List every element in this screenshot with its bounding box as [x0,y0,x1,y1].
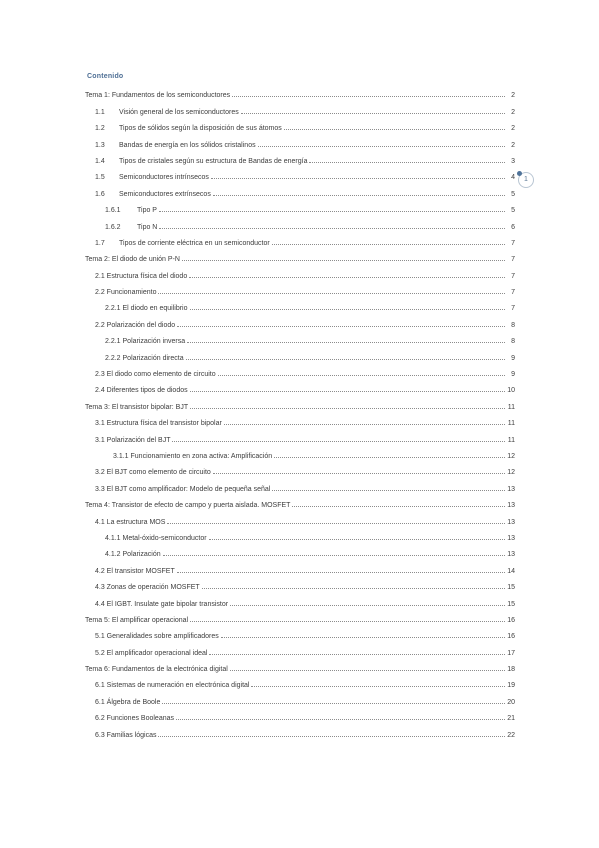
toc-entry-page: 4 [511,174,515,182]
toc-entry-label: 2.2.1 Polarización inversa [105,338,186,346]
toc-entry-label: 2.2 Funcionamiento [95,289,157,297]
toc-entry-page: 12 [507,469,515,477]
toc-entry[interactable] [85,280,515,296]
toc-entry-page: 15 [507,584,515,592]
toc-leader-dots [224,424,505,425]
toc-entry-label: 2.2.1 El diodo en equilibrio [105,305,188,313]
toc-entry-page: 22 [507,731,515,739]
toc-entry-page: 2 [511,141,515,149]
toc-entry-number: 1.6.1 [105,207,121,215]
toc-entry-label: 2.4 Diferentes tipos de diodos [95,387,188,395]
toc-entry[interactable] [85,689,515,705]
toc-entry-label: 4.2 El transistor MOSFET [95,567,175,575]
toc-entry-label: Tipos de cristales según su estructura de Bandas de energía [119,157,308,165]
toc-entry[interactable] [85,378,515,394]
toc-entry-label: Tipo P [137,207,157,215]
toc-leader-dots [272,490,505,491]
toc-entry[interactable] [85,509,515,525]
toc-entry-number: 1.6.2 [105,223,121,231]
toc-entry-page: 13 [507,485,515,493]
toc-leader-dots [187,342,505,343]
toc-leader-dots [159,211,505,212]
toc-entry-page: 2 [511,108,515,116]
toc-entry[interactable] [85,591,515,607]
toc-entry[interactable] [85,722,515,738]
toc-leader-dots [258,146,505,147]
toc-entry-number: 1.1 [95,108,105,116]
toc-leader-dots [230,670,505,671]
toc-entry-label: 2.1 Estructura física del diodo [95,272,188,280]
toc-entry[interactable] [85,263,515,279]
toc-entry-page: 8 [511,338,515,346]
toc-entry-page: 13 [507,551,515,559]
toc-entry[interactable] [85,149,515,165]
toc-entry-label: 3.1.1 Funcionamiento en zona activa: Amplificación [113,452,273,460]
toc-leader-dots [159,228,505,229]
page-number-badge: 1 [518,172,534,188]
toc-entry-page: 3 [511,157,515,165]
toc-leader-dots [177,326,505,327]
toc-entry-page: 21 [507,715,515,723]
toc-entry-page: 9 [511,371,515,379]
toc-entry[interactable] [85,624,515,640]
toc-entry-page: 11 [507,420,515,428]
toc-leader-dots [177,572,505,573]
toc-entry[interactable] [85,296,515,312]
toc-entry-label: 5.2 El amplificador operacional ideal [95,649,208,657]
toc-entry-page: 19 [507,682,515,690]
toc-entry[interactable] [85,575,515,591]
toc-entry[interactable] [85,427,515,443]
toc-entry[interactable] [85,181,515,197]
toc-entry[interactable] [85,673,515,689]
toc-entry[interactable] [85,132,515,148]
toc-leader-dots [218,375,505,376]
toc-entry-label: 6.2 Funciones Booleanas [95,715,174,723]
toc-entry-page: 14 [507,567,515,575]
toc-entry-page: 6 [511,223,515,231]
toc-entry[interactable] [85,83,515,99]
table-of-contents [85,83,515,739]
toc-entry[interactable] [85,706,515,722]
toc-entry-label: Tema 1: Fundamentos de los semiconductores [85,92,231,100]
toc-entry[interactable] [85,165,515,181]
toc-entry-page: 15 [507,600,515,608]
toc-entry[interactable] [85,362,515,378]
toc-entry-label: Tipo N [137,223,158,231]
toc-entry-label: Tema 4: Transistor de efecto de campo y puerta aislada. MOSFET [85,502,291,510]
toc-leader-dots [163,555,505,556]
toc-entry[interactable] [85,312,515,328]
toc-entry-label: 6.1 Sistemas de numeración en electrónica digital [95,682,250,690]
toc-entry-label: 4.3 Zonas de operación MOSFET [95,584,200,592]
toc-entry-label: 6.3 Familias lógicas [95,731,157,739]
toc-entry[interactable] [85,345,515,361]
toc-entry-label: 5.1 Generalidades sobre amplificadores [95,633,219,641]
toc-entry-label: Tema 2: El diodo de unión P-N [85,256,180,264]
toc-entry-page: 16 [507,616,515,624]
toc-entry[interactable] [85,493,515,509]
toc-entry-label: 3.2 El BJT como elemento de circuito [95,469,211,477]
toc-leader-dots [251,686,505,687]
toc-leader-dots [176,719,505,720]
toc-leader-dots [182,260,505,261]
toc-entry-label: 3.3 El BJT como amplificador: Modelo de pequeña señal [95,485,271,493]
toc-entry-page: 7 [511,256,515,264]
toc-leader-dots [213,195,505,196]
toc-leader-dots [213,473,505,474]
toc-entry-label: Tema 6: Fundamentos de la electrónica digital [85,666,228,674]
toc-entry-page: 7 [511,289,515,297]
toc-leader-dots [190,391,505,392]
toc-entry-label: Visión general de los semiconductores [119,108,239,116]
toc-leader-dots [292,506,505,507]
toc-entry-page: 7 [511,239,515,247]
toc-leader-dots [158,293,505,294]
toc-entry-page: 17 [507,649,515,657]
toc-entry[interactable] [85,444,515,460]
toc-entry-page: 7 [511,272,515,280]
toc-entry-label: 2.2.2 Polarización directa [105,354,184,362]
toc-entry-label: 4.1 La estructura MOS [95,518,166,526]
toc-entry[interactable] [85,542,515,558]
toc-entry-label: 3.1 Estructura física del transistor bipolar [95,420,222,428]
toc-leader-dots [241,113,505,114]
toc-entry-label: 3.1 Polarización del BJT [95,436,171,444]
toc-leader-dots [209,654,505,655]
toc-entry-page: 18 [507,666,515,674]
toc-entry[interactable] [85,231,515,247]
toc-entry-page: 7 [511,305,515,313]
toc-entry-page: 20 [507,698,515,706]
toc-entry-page: 13 [507,502,515,510]
toc-entry-number: 1.2 [95,125,105,133]
toc-entry-page: 8 [511,321,515,329]
toc-entry[interactable] [85,476,515,492]
toc-leader-dots [158,736,505,737]
toc-entry-number: 1.6 [95,190,105,198]
toc-leader-dots [190,309,505,310]
toc-leader-dots [309,162,505,163]
toc-leader-dots [186,359,505,360]
toc-entry-label: 2.2 Polarización del diodo [95,321,176,329]
toc-entry[interactable] [85,526,515,542]
toc-leader-dots [209,539,505,540]
toc-entry-page: 5 [511,190,515,198]
toc-entry-page: 13 [507,518,515,526]
toc-entry[interactable] [85,198,515,214]
toc-leader-dots [230,605,505,606]
toc-leader-dots [272,244,505,245]
toc-entry[interactable] [85,116,515,132]
toc-entry-page: 10 [507,387,515,395]
toc-entry-number: 1.7 [95,239,105,247]
toc-entry-label: 4.1.2 Polarización [105,551,161,559]
toc-entry[interactable] [85,558,515,574]
toc-entry[interactable] [85,657,515,673]
toc-entry[interactable] [85,99,515,115]
toc-entry-page: 11 [507,403,515,411]
toc-entry-label: Tipos de corriente eléctrica en un semiconductor [119,239,270,247]
toc-entry-page: 2 [511,92,515,100]
toc-entry-page: 9 [511,354,515,362]
toc-entry-label: Semiconductores intrínsecos [119,174,209,182]
toc-entry[interactable] [85,329,515,345]
toc-entry[interactable] [85,394,515,410]
toc-leader-dots [202,588,505,589]
toc-entry-label: Tipos de sólidos según la disposición de sus átomos [119,125,282,133]
toc-leader-dots [190,621,505,622]
toc-entry[interactable] [85,460,515,476]
toc-leader-dots [189,277,505,278]
toc-entry-label: Bandas de energía en los sólidos cristalinos [119,141,256,149]
toc-entry-page: 16 [507,633,515,641]
toc-leader-dots [232,96,505,97]
toc-leader-dots [284,129,505,130]
toc-entry-number: 1.5 [95,174,105,182]
toc-leader-dots [221,637,505,638]
toc-title: Contenido [87,73,124,80]
toc-entry[interactable] [85,247,515,263]
toc-entry-page: 11 [507,436,515,444]
toc-entry-page: 5 [511,207,515,215]
toc-leader-dots [172,441,505,442]
toc-leader-dots [211,178,505,179]
toc-entry-label: 4.1.1 Metal-óxido-semiconductor [105,534,207,542]
toc-entry-number: 1.3 [95,141,105,149]
toc-entry-label: 4.4 El IGBT. Insulate gate bipolar transistor [95,600,229,608]
toc-entry-label: 6.1 Álgebra de Boole [95,698,161,706]
toc-entry-page: 13 [507,534,515,542]
toc-entry[interactable] [85,411,515,427]
toc-entry-label: Semiconductores extrínsecos [119,190,211,198]
toc-entry[interactable] [85,608,515,624]
toc-leader-dots [274,457,505,458]
toc-entry-label: Tema 3: El transistor bipolar: BJT [85,403,189,411]
toc-entry[interactable] [85,640,515,656]
toc-entry-page: 12 [507,452,515,460]
toc-leader-dots [190,408,505,409]
toc-entry-page: 2 [511,125,515,133]
toc-entry-label: Tema 5: El amplificar operacional [85,616,189,624]
toc-entry[interactable] [85,214,515,230]
toc-leader-dots [167,523,505,524]
toc-leader-dots [162,703,505,704]
toc-entry-label: 2.3 El diodo como elemento de circuito [95,371,216,379]
toc-entry-number: 1.4 [95,157,105,165]
